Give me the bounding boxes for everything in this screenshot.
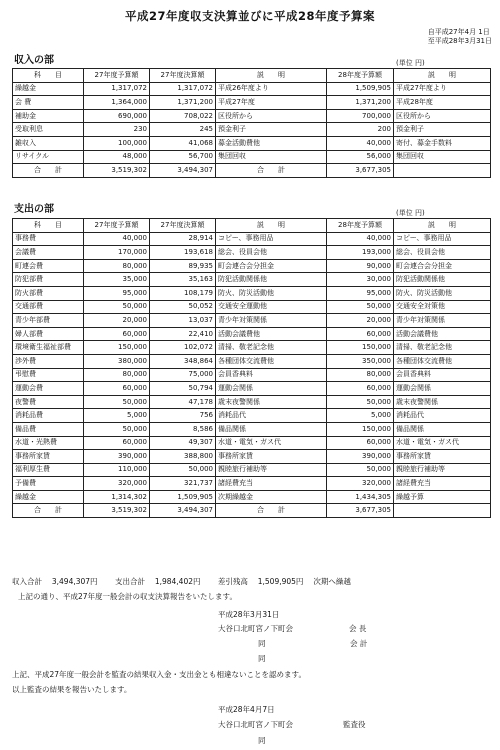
item-name-cell: 福利厚生費 — [13, 463, 84, 477]
sign2-date: 平成28年4月7日 — [218, 705, 275, 714]
budget28-cell: 20,000 — [327, 314, 394, 328]
budget27-cell: 1,314,302 — [84, 490, 150, 504]
audit-report: 以上監査の結果を報告いたします。 — [12, 685, 132, 694]
budget27-cell: 50,000 — [84, 395, 150, 409]
note27-cell: 防犯活動関係他 — [216, 273, 327, 287]
budget28-cell: 40,000 — [327, 232, 394, 246]
note28-cell: 平成27年度より — [394, 82, 491, 96]
item-name-cell: 雑収入 — [13, 136, 84, 150]
note28-cell: 青少年対策関係 — [394, 314, 491, 328]
budget27-cell: 230 — [84, 123, 150, 137]
header-cell: 科 目 — [13, 69, 84, 83]
note27-cell: 運動会関係 — [216, 382, 327, 396]
note27-cell: 区役所から — [216, 109, 327, 123]
item-name-cell: 会議費 — [13, 246, 84, 260]
note27-cell: 集団回収 — [216, 150, 327, 164]
header-cell: 説 明 — [216, 69, 327, 83]
note27-cell: 次期繰越金 — [216, 490, 327, 504]
total-budget28: 3,677,305 — [327, 504, 394, 518]
sign1-date: 平成28年3月31日 — [218, 610, 280, 619]
expense-header-row — [13, 219, 491, 233]
item-name-cell: 事務費 — [13, 232, 84, 246]
budget28-cell: 200 — [327, 123, 394, 137]
total-actual27: 3,494,307 — [150, 504, 216, 518]
total-label: 合 計 — [216, 504, 327, 518]
budget28-cell: 320,000 — [327, 477, 394, 491]
budget28-cell: 50,000 — [327, 463, 394, 477]
table-row — [13, 259, 491, 273]
note28-cell: 事務所家賃 — [394, 450, 491, 464]
note28-cell: 消耗品代 — [394, 409, 491, 423]
item-name-cell: 運動会費 — [13, 382, 84, 396]
income-unit: (単位 円) — [396, 59, 425, 67]
item-name-cell: 受取利息 — [13, 123, 84, 137]
budget28-cell: 40,000 — [327, 136, 394, 150]
item-name-cell: 弔慰費 — [13, 368, 84, 382]
budget28-cell: 1,434,305 — [327, 490, 394, 504]
actual27-cell: 1,317,072 — [150, 82, 216, 96]
budget27-cell: 100,000 — [84, 136, 150, 150]
table-row — [13, 286, 491, 300]
budget27-cell: 170,000 — [84, 246, 150, 260]
actual27-cell: 388,800 — [150, 450, 216, 464]
note28-cell: 清掃、敬老記念他 — [394, 341, 491, 355]
actual27-cell: 1,509,905 — [150, 490, 216, 504]
note27-cell: 諸経費充当 — [216, 477, 327, 491]
budget28-cell: 80,000 — [327, 368, 394, 382]
sign2-same: 同 — [258, 736, 266, 745]
note28-cell: 総会、役員会他 — [394, 246, 491, 260]
budget28-cell: 90,000 — [327, 259, 394, 273]
budget27-cell: 1,364,000 — [84, 96, 150, 110]
item-name-cell: 繰越金 — [13, 82, 84, 96]
note28-cell: 平成28年度 — [394, 96, 491, 110]
period-from: 自平成27年4月 1日 — [427, 28, 490, 36]
income-table — [12, 68, 491, 178]
budget28-cell: 60,000 — [327, 327, 394, 341]
note27-cell: 預金利子 — [216, 123, 327, 137]
item-name-cell: 婦人部費 — [13, 327, 84, 341]
budget28-cell: 700,000 — [327, 109, 394, 123]
budget27-cell: 35,000 — [84, 273, 150, 287]
header-cell: 27年度予算額 — [84, 219, 150, 233]
budget27-cell: 20,000 — [84, 314, 150, 328]
note28-cell: 歳末夜警関係 — [394, 395, 491, 409]
table-row — [13, 232, 491, 246]
total-label: 合 計 — [13, 164, 84, 178]
header-cell: 27年度予算額 — [84, 69, 150, 83]
actual27-cell: 28,914 — [150, 232, 216, 246]
budget27-cell: 5,000 — [84, 409, 150, 423]
budget28-cell: 95,000 — [327, 286, 394, 300]
note28-cell: 運動会関係 — [394, 382, 491, 396]
table-row — [13, 82, 491, 96]
table-row — [13, 463, 491, 477]
income-heading: 収入の部 — [14, 55, 54, 66]
note28-cell: 町会連合会分担金 — [394, 259, 491, 273]
table-row — [13, 246, 491, 260]
header-cell: 28年度予算額 — [327, 219, 394, 233]
item-name-cell: 会 費 — [13, 96, 84, 110]
note28-cell: 集団回収 — [394, 150, 491, 164]
total-actual27: 3,494,307 — [150, 164, 216, 178]
budget28-cell: 50,000 — [327, 300, 394, 314]
sign1-same: 同 — [258, 639, 266, 648]
note27-cell: 清掃、敬老記念他 — [216, 341, 327, 355]
budget28-cell: 390,000 — [327, 450, 394, 464]
actual27-cell: 245 — [150, 123, 216, 137]
note27-cell: コピー、事務用品 — [216, 232, 327, 246]
table-row — [13, 477, 491, 491]
note27-cell: 活動会議費他 — [216, 327, 327, 341]
table-row — [13, 273, 491, 287]
header-cell: 科 目 — [13, 219, 84, 233]
table-row — [13, 96, 491, 110]
actual27-cell: 13,037 — [150, 314, 216, 328]
note27-cell: 平成26年度より — [216, 82, 327, 96]
total-note — [394, 504, 491, 518]
actual27-cell: 56,700 — [150, 150, 216, 164]
note28-cell: 防犯活動関係他 — [394, 273, 491, 287]
item-name-cell: 水道・光熱費 — [13, 436, 84, 450]
table-row — [13, 436, 491, 450]
budget27-cell: 1,317,072 — [84, 82, 150, 96]
actual27-cell: 1,371,200 — [150, 96, 216, 110]
note28-cell: 繰越予算 — [394, 490, 491, 504]
total-note — [394, 164, 491, 178]
actual27-cell: 756 — [150, 409, 216, 423]
header-cell: 27年度決算額 — [150, 219, 216, 233]
note27-cell: 防火、防災活動他 — [216, 286, 327, 300]
total-budget27: 3,519,302 — [84, 164, 150, 178]
note28-cell: 親睦旅行補助等 — [394, 463, 491, 477]
table-row — [13, 409, 491, 423]
header-cell: 28年度予算額 — [327, 69, 394, 83]
item-name-cell: 補助金 — [13, 109, 84, 123]
budget27-cell: 60,000 — [84, 327, 150, 341]
budget28-cell: 1,509,905 — [327, 82, 394, 96]
table-row — [13, 354, 491, 368]
note27-cell: 平成27年度 — [216, 96, 327, 110]
expense-total-row — [13, 504, 491, 518]
expense-unit: (単位 円) — [396, 209, 425, 217]
budget28-cell: 193,000 — [327, 246, 394, 260]
note27-cell: 歳末夜警関係 — [216, 395, 327, 409]
sign1-org: 大谷口北町宮ノ下町会 — [218, 624, 293, 633]
budget27-cell: 95,000 — [84, 286, 150, 300]
budget27-cell: 60,000 — [84, 382, 150, 396]
table-row — [13, 341, 491, 355]
note27-cell: 町会連合会分担金 — [216, 259, 327, 273]
sign1-role-president: 会 長 — [349, 624, 367, 633]
budget28-cell: 5,000 — [327, 409, 394, 423]
actual27-cell: 35,163 — [150, 273, 216, 287]
item-name-cell: 渉外費 — [13, 354, 84, 368]
page-title: 平成27年度収支決算並びに平成28年度予算案 — [124, 9, 375, 23]
sign2-role-auditor: 監査役 — [343, 720, 366, 729]
actual27-cell: 321,737 — [150, 477, 216, 491]
total-budget28: 3,677,305 — [327, 164, 394, 178]
budget28-cell: 1,371,200 — [327, 96, 394, 110]
budget27-cell: 380,000 — [84, 354, 150, 368]
actual27-cell: 49,307 — [150, 436, 216, 450]
expense-table — [12, 218, 491, 518]
item-name-cell: 防火部費 — [13, 286, 84, 300]
actual27-cell: 41,068 — [150, 136, 216, 150]
actual27-cell: 8,586 — [150, 422, 216, 436]
table-row — [13, 382, 491, 396]
note28-cell: 区役所から — [394, 109, 491, 123]
note28-cell: 防火、防災活動他 — [394, 286, 491, 300]
note28-cell: 活動会議費他 — [394, 327, 491, 341]
actual27-cell: 193,618 — [150, 246, 216, 260]
note27-cell: 会員香典料 — [216, 368, 327, 382]
income-total-row — [13, 164, 491, 178]
actual27-cell: 50,000 — [150, 463, 216, 477]
total-budget27: 3,519,302 — [84, 504, 150, 518]
actual27-cell: 708,022 — [150, 109, 216, 123]
note27-cell: 親睦旅行補助等 — [216, 463, 327, 477]
header-cell: 27年度決算額 — [150, 69, 216, 83]
item-name-cell: 町連会費 — [13, 259, 84, 273]
table-row — [13, 109, 491, 123]
note27-cell: 総会、役員会他 — [216, 246, 327, 260]
item-name-cell: 繰越金 — [13, 490, 84, 504]
budget28-cell: 56,000 — [327, 150, 394, 164]
actual27-cell: 108,179 — [150, 286, 216, 300]
item-name-cell: リサイクル — [13, 150, 84, 164]
budget27-cell: 80,000 — [84, 259, 150, 273]
table-row — [13, 450, 491, 464]
budget27-cell: 50,000 — [84, 300, 150, 314]
table-row — [13, 314, 491, 328]
note28-cell: 会員香典料 — [394, 368, 491, 382]
actual27-cell: 89,935 — [150, 259, 216, 273]
income-header-row — [13, 69, 491, 83]
expense-heading: 支出の部 — [14, 204, 54, 215]
note27-cell: 水道・電気・ガス代 — [216, 436, 327, 450]
budget28-cell: 60,000 — [327, 382, 394, 396]
actual27-cell: 102,072 — [150, 341, 216, 355]
table-row — [13, 136, 491, 150]
item-name-cell: 防犯部費 — [13, 273, 84, 287]
total-label: 合 計 — [216, 164, 327, 178]
header-cell: 説 明 — [216, 219, 327, 233]
note28-cell: 交通安全対策他 — [394, 300, 491, 314]
table-row — [13, 123, 491, 137]
item-name-cell: 事務所家賃 — [13, 450, 84, 464]
table-row — [13, 150, 491, 164]
budget27-cell: 48,000 — [84, 150, 150, 164]
budget27-cell: 390,000 — [84, 450, 150, 464]
note28-cell: 預金利子 — [394, 123, 491, 137]
summary-report: 上記の通り、平成27年度一般会計の収支決算報告をいたします。 — [18, 592, 237, 601]
table-row — [13, 490, 491, 504]
budget27-cell: 690,000 — [84, 109, 150, 123]
audit-statement: 上記、平成27年度一般会計を監査の結果収入金・支出金とも相違ないことを認めます。 — [12, 670, 306, 679]
budget27-cell: 50,000 — [84, 422, 150, 436]
budget27-cell: 40,000 — [84, 232, 150, 246]
table-row — [13, 395, 491, 409]
note28-cell: 各種団体交流費他 — [394, 354, 491, 368]
item-name-cell: 交通部費 — [13, 300, 84, 314]
note27-cell: 消耗品代 — [216, 409, 327, 423]
note27-cell: 交通安全運動他 — [216, 300, 327, 314]
actual27-cell: 22,410 — [150, 327, 216, 341]
table-row — [13, 422, 491, 436]
table-row — [13, 300, 491, 314]
sign1-role-treasurer: 会 計 — [350, 639, 368, 648]
item-name-cell: 青少年部費 — [13, 314, 84, 328]
actual27-cell: 75,000 — [150, 368, 216, 382]
table-row — [13, 368, 491, 382]
item-name-cell: 消耗品費 — [13, 409, 84, 423]
actual27-cell: 50,052 — [150, 300, 216, 314]
budget27-cell: 60,000 — [84, 436, 150, 450]
budget28-cell: 30,000 — [327, 273, 394, 287]
note28-cell: 諸経費充当 — [394, 477, 491, 491]
table-row — [13, 327, 491, 341]
budget28-cell: 50,000 — [327, 395, 394, 409]
note28-cell: 寄付、募金手数料 — [394, 136, 491, 150]
budget27-cell: 110,000 — [84, 463, 150, 477]
note27-cell: 事務所家賃 — [216, 450, 327, 464]
period — [428, 28, 492, 46]
budget27-cell: 80,000 — [84, 368, 150, 382]
note27-cell: 備品関係 — [216, 422, 327, 436]
budget28-cell: 350,000 — [327, 354, 394, 368]
note27-cell: 各種団体交流費他 — [216, 354, 327, 368]
budget28-cell: 150,000 — [327, 341, 394, 355]
period-to: 至平成28年3月31日 — [427, 37, 492, 45]
actual27-cell: 47,178 — [150, 395, 216, 409]
budget27-cell: 320,000 — [84, 477, 150, 491]
note28-cell: コピー、事務用品 — [394, 232, 491, 246]
note28-cell: 水道・電気・ガス代 — [394, 436, 491, 450]
actual27-cell: 50,794 — [150, 382, 216, 396]
note27-cell: 青少年対策関係 — [216, 314, 327, 328]
sign1-same: 同 — [258, 654, 266, 663]
item-name-cell: 備品費 — [13, 422, 84, 436]
budget27-cell: 150,000 — [84, 341, 150, 355]
budget28-cell: 60,000 — [327, 436, 394, 450]
item-name-cell: 環境衛生福祉部費 — [13, 341, 84, 355]
summary-totals: 収入合計 3,494,307円 支出合計 1,984,402円 差引残高 1,509,905円 次期へ繰越 — [12, 577, 351, 586]
note28-cell: 備品関係 — [394, 422, 491, 436]
note27-cell: 募金活動費他 — [216, 136, 327, 150]
sign2-org: 大谷口北町宮ノ下町会 — [218, 720, 293, 729]
header-cell: 説 明 — [394, 219, 491, 233]
total-label: 合 計 — [13, 504, 84, 518]
actual27-cell: 348,864 — [150, 354, 216, 368]
item-name-cell: 予備費 — [13, 477, 84, 491]
item-name-cell: 夜警費 — [13, 395, 84, 409]
budget28-cell: 150,000 — [327, 422, 394, 436]
header-cell: 説 明 — [394, 69, 491, 83]
